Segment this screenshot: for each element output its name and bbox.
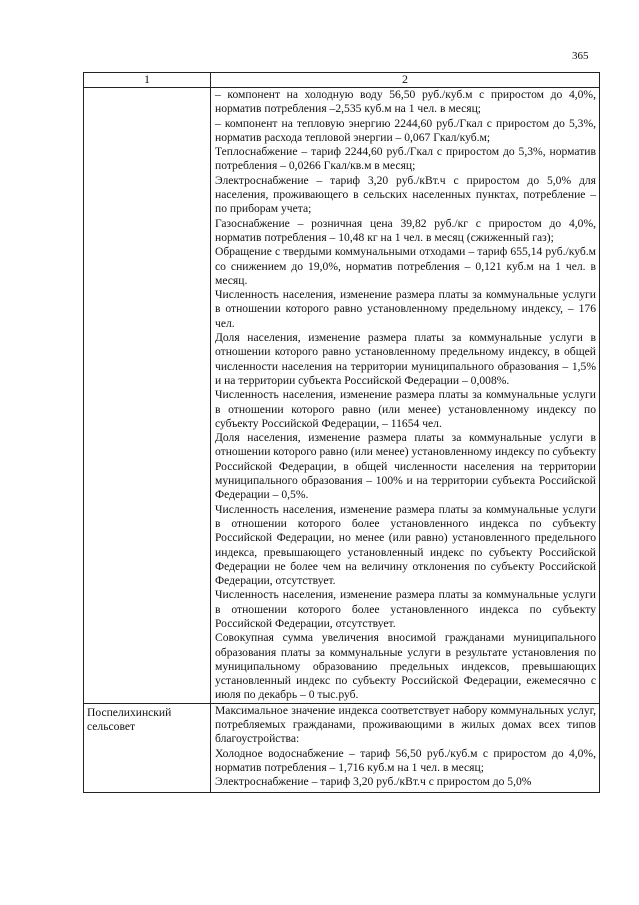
paragraph: Численность населения, изменение размера платы за коммунальные услуги в отношении которого равно установленному предельному индексу, – 176 чел. bbox=[215, 288, 596, 330]
paragraph: Численность населения, изменение размера платы за коммунальные услуги в отношении которого более установленного индекса по субъекту Российской Федерации, но менее (или равно) установленного предельного индекса, превышающего установленный индекс по субъекту Российской Федерации не более чем на величину отклонения по субъекту Российской Федерации, отсутствует. bbox=[215, 502, 596, 588]
paragraph: – компонент на тепловую энергию 2244,60 руб./Гкал с приростом до 5,3%, норматив расхода тепловой энергии – 0,067 Гкал/куб.м; bbox=[215, 116, 596, 144]
paragraph: Газоснабжение – розничная цена 39,82 руб./кг с приростом до 4,0%, норматив потребления – 10,48 кг на 1 чел. в месяц (сжиженный газ); bbox=[215, 216, 596, 244]
paragraph: Численность населения, изменение размера платы за коммунальные услуги в отношении которого равно (или менее) установленному индексу по субъекту Российской Федерации, – 11654 чел. bbox=[215, 388, 596, 430]
paragraph: Доля населения, изменение размера платы за коммунальные услуги в отношении которого равно (или менее) установленному индексу по субъекту Российской Федерации, в общей численности населения на территории муниципального образования – 100% и на территории субъекта Российской Федерации – 0,5%. bbox=[215, 431, 596, 502]
municipality-cell bbox=[84, 88, 211, 704]
paragraph: Совокупная сумма увеличения вносимой гражданами муниципального образования платы за коммунальные услуги в результате установления по муниципальному образованию предельных индексов, превышающих установленный индекс по субъекту Российской Федерации, ежемесячно с июля по декабрь – 0 тыс.руб. bbox=[215, 631, 596, 702]
paragraph: Максимальное значение индекса соответствует набору коммунальных услуг, потребляемых гражданами, проживающими в жилых домах всех типов благоустройства: bbox=[215, 703, 596, 746]
column-header-1: 1 bbox=[84, 73, 211, 88]
description-cell bbox=[211, 88, 600, 704]
page-number: 365 bbox=[572, 50, 589, 62]
paragraph: Численность населения, изменение размера платы за коммунальные услуги в отношении которого более установленного индекса по субъекту Российской Федерации, отсутствует. bbox=[215, 588, 596, 630]
paragraph: Электроснабжение – тариф 3,20 руб./кВт.ч с приростом до 5,0% bbox=[215, 775, 532, 789]
paragraph: – компонент на холодную воду 56,50 руб./куб.м с приростом до 4,0%, норматив потребления –2,535 куб.м на 1 чел. в месяц; bbox=[215, 88, 596, 116]
paragraph: Теплоснабжение – тариф 2244,60 руб./Гкал с приростом до 5,3%, норматив потребления – 0,0266 Гкал/кв.м в месяц; bbox=[215, 145, 596, 173]
paragraph: Электроснабжение – тариф 3,20 руб./кВт.ч с приростом до 5,0% для населения, проживающего в сельских населенных пунктах, потребление – по приборам учета; bbox=[215, 173, 596, 216]
table-row bbox=[84, 703, 600, 792]
municipality-cell: Поспелихинский сельсовет bbox=[84, 703, 211, 792]
table-row bbox=[84, 88, 600, 704]
column-header-2: 2 bbox=[211, 73, 600, 88]
table-header-row bbox=[84, 73, 600, 88]
paragraph: Холодное водоснабжение – тариф 56,50 руб./куб.м с приростом до 4,0%, норматив потребления – 1,716 куб.м на 1 чел. в месяц; bbox=[215, 746, 596, 774]
paragraph: Доля населения, изменение размера платы за коммунальные услуги в отношении которого равно установленному предельному индексу, в общей численности населения на территории муниципального образования – 1,5% и на территории субъекта Российской Федерации – 0,008%. bbox=[215, 331, 596, 387]
paragraph: Обращение с твердыми коммунальными отходами – тариф 655,14 руб./куб.м со снижением до 19,0%, норматив потребления – 0,121 куб.м на 1 чел. в месяц. bbox=[215, 245, 596, 287]
document-table bbox=[83, 72, 600, 793]
description-cell bbox=[211, 703, 600, 792]
